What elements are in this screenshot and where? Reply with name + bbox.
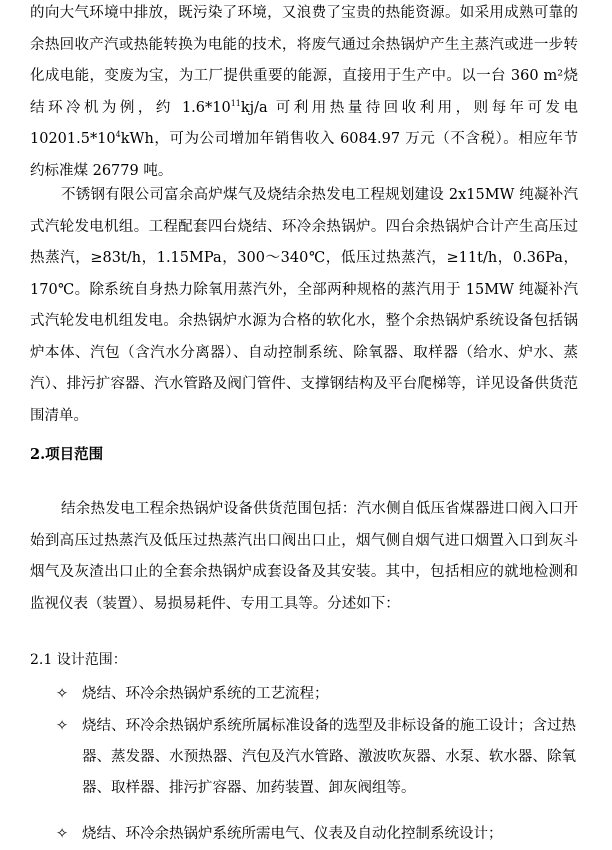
diamond-bullet-icon: ✧ <box>56 686 69 702</box>
subsection-heading-design-scope: 2.1 设计范围： <box>30 652 127 668</box>
list-item <box>56 819 576 850</box>
paragraph-text-part: 的向大气环境中排放，既污染了环境，又浪费了宝贵的热能资源。如采用成熟可靠的余热回收产汽或热能转换为电能的技术，将废气通过余热锅炉产生主蒸汽或进一步转化成电能，变废为宝，为工厂提供重要的能源，直接用于生产中。以一台 360 m²烧结环冷机为例，约 1.6*10 <box>30 5 578 116</box>
list-item <box>56 679 576 710</box>
list-item-text: 烧结、环冷余热锅炉系统所需电气、仪表及自动化控制系统设计； <box>82 826 503 842</box>
paragraph-supply-scope: 结余热发电工程余热锅炉设备供货范围包括：汽水侧自低压省煤器进口阀入口开始到高压过热蒸汽及低压过热蒸汽出口阀出口止，烟气侧自烟气进口烟置入口到灰斗烟气及灰渣出口止的全套余热锅炉成套设备及其安装。其中，包括相应的就地检测和监视仪表（装置）、易损易耗件、专用工具等。分述如下： <box>30 501 578 612</box>
superscript-exponent: 11 <box>230 98 241 108</box>
paragraph-text-part: kWh，可为公司增加年销售收入 6084.97 万元（不含税）。相应年节约标准煤 26779 吨。 <box>30 131 578 179</box>
diamond-bullet-icon: ✧ <box>56 826 69 842</box>
paragraph-project-description: 不锈钢有限公司富余高炉煤气及烧结余热发电工程规划建设 2x15MW 纯凝补汽式汽轮发电机组。工程配套四台烧结、环冷余热锅炉。四台余热锅炉合计产生高压过热蒸汽，≥83t/h，1.15MPa，300～340℃，低压过热蒸汽，≥11t/h，0.36Pa，170℃。除系统自身热力除氧用蒸汽外，全部两种规格的蒸汽用于 15MW 纯凝补汽式汽轮发电机组发电。余热锅炉水源为合格的软化水，整个余热锅炉系统设备包括锅炉本体、汽包（含汽水分离器）、自动控制系统、除氧器、取样器（给水、炉水、蒸汽）、排污扩容器、汽水管路及阀门管件、支撑钢结构及平台爬梯等，详见设备供货范围清单。 <box>30 187 578 424</box>
superscript-exponent: 4 <box>115 130 121 140</box>
list-item-text: 烧结、环冷余热锅炉系统所属标准设备的选型及非标设备的施工设计；含过热器、蒸发器、水预热器、汽包及汽水管路、激波吹灰器、水泵、软水器、除氧器、取样器、排污扩容器、加药装置、卸灰阀组等。 <box>82 718 576 796</box>
section-heading-project-scope: 2.项目范围 <box>30 446 104 463</box>
paragraph-waste-heat-benefits <box>30 0 578 187</box>
list-item-text: 烧结、环冷余热锅炉系统的工艺流程； <box>82 686 329 702</box>
paragraph-text-part: kj/a 可利用热量待回收利用，则每年可发电 10201.5*10 <box>30 99 578 147</box>
diamond-bullet-icon: ✧ <box>56 718 69 734</box>
list-item <box>56 711 576 804</box>
